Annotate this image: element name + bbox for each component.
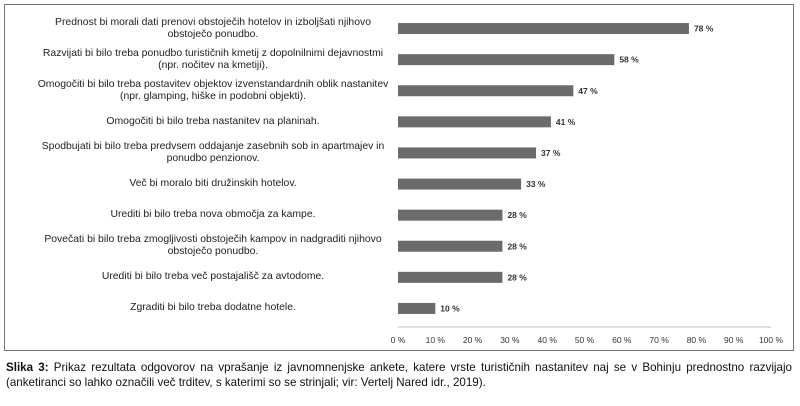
category-label: Več bi moralo biti družinskih hotelov.	[129, 178, 297, 190]
bar	[398, 303, 435, 314]
bar	[398, 272, 502, 283]
category-label: Zgraditi bi bilo treba dodatne hotele.	[130, 302, 296, 314]
bar-value-label: 78 %	[693, 23, 714, 34]
x-tick-label: 0 %	[390, 335, 406, 345]
category-label: Urediti bi bilo treba nova območja za kampe.	[110, 209, 316, 221]
bar	[398, 85, 573, 96]
x-tick-label: 70 %	[649, 335, 669, 345]
bar-value-label: 47 %	[578, 85, 598, 96]
x-tick-label: 30 %	[500, 335, 520, 345]
bar-value-label: 58 %	[619, 54, 639, 65]
bar	[398, 210, 502, 221]
chart-frame	[4, 4, 794, 351]
bar-value-label: 33 %	[526, 179, 546, 190]
bar-value-label: 37 %	[541, 147, 561, 158]
bar-value-label: 28 %	[507, 241, 527, 252]
bar-value-label: 10 %	[440, 303, 460, 314]
caption-label: Slika 3:	[6, 361, 49, 374]
bar	[398, 179, 521, 190]
x-tick-label: 40 %	[537, 335, 557, 345]
x-tick-label: 90 %	[724, 335, 744, 345]
category-label: Povečati bi bilo treba zmogljivosti obstoječih kampov in nadgraditi njihovo obstoječo ponudbo.	[44, 234, 382, 258]
category-label: Spodbujati bi bilo treba predvsem oddajanje zasebnih sob in apartmajev in ponudbo penzionov.	[41, 140, 385, 164]
bar-value-label: 41 %	[555, 116, 576, 127]
x-tick-label: 80 %	[686, 335, 707, 345]
figure-caption	[6, 360, 792, 390]
category-label: Prednost bi morali dati prenovi obstoječih hotelov in izboljšati njihovo obstoječo ponudbo.	[55, 16, 371, 40]
x-tick-label: 10 %	[425, 335, 445, 345]
bar-value-label: 28 %	[507, 210, 527, 221]
x-tick-label: 100 %	[758, 335, 784, 345]
category-label: Razvijati bi bilo treba ponudbo turističnih kmetij z dopolnilnimi dejavnostmi (npr. nočitev na kmetiji).	[42, 47, 384, 71]
bar	[398, 23, 689, 34]
bar	[398, 241, 502, 252]
bar	[398, 54, 614, 65]
bar	[398, 116, 551, 127]
x-tick-label: 60 %	[612, 335, 632, 345]
category-label: Omogočiti bi bilo treba postavitev objektov izvenstandardnih oblik nastanitev (npr. glamping, hiške in podobni objekti).	[37, 78, 389, 102]
category-label: Urediti bi bilo treba več postajališč za avtodome.	[101, 271, 325, 283]
x-tick-label: 20 %	[462, 335, 483, 345]
bar-value-label: 28 %	[507, 272, 527, 283]
caption-text: Prikaz rezultata odgovorov na vprašanje iz javnomnenjske ankete, katere vrste turističnih nastanitev naj se v Bohinju prednostno razvijajo (anketiranci so lahko označili več trditev, s katerimi so se strinjali; vir: Vertelj Nared idr., 2019).	[6, 361, 792, 389]
category-label: Omogočiti bi bilo treba nastanitev na planinah.	[106, 115, 320, 127]
bar	[398, 147, 536, 158]
x-tick-label: 50 %	[574, 335, 595, 345]
